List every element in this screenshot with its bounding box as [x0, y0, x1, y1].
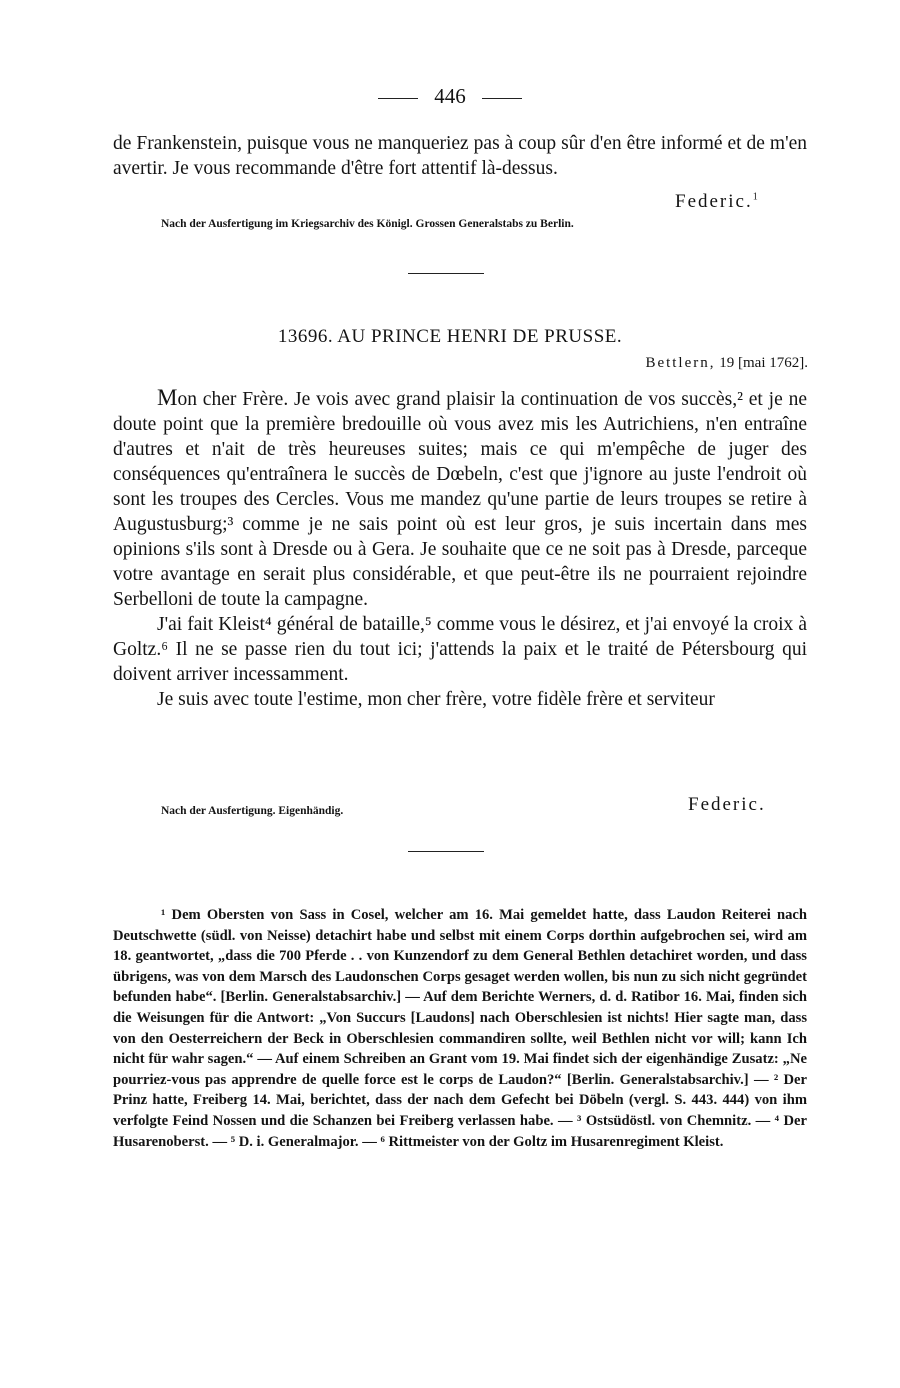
letter-paragraph: Mon cher Frère. Je vois avec grand plaisir la continuation de vos succès,² et je ne doute point que la première bredouille où vous avez mis les Autrichiens, n'en entraîne d'autres et n'ait de très heureuses suites; mais ce qui m'empêche de juger des conséquences qu'entraînera le succès de Dœbeln, c'est que j'ignore au juste l'endroit où sont les troupes des Cercles. Vous me mandez qu'une partie de leurs troupes se retire à Augustusburg;³ comme je ne sais point où est leur gros, je suis incertain dans mes opinions s'ils sont à Dresde ou à Gera. Je souhaite que ce ne soit pas à Dresde, parceque votre avantage en serait plus considérable, et que peut-être ils ne pourraient rejoindre Serbelloni de toute la campagne.: [113, 385, 807, 610]
footnotes: ¹ Dem Obersten von Sass in Cosel, welcher am 16. Mai gemeldet hatte, dass Laudon Reiterei nach Deutschwette (südl. von Neisse) detachirt habe und selbst mit einem Corps dorthin aufgebrochen sei, wird am 18. geantwortet, „dass die 700 Pferde . . von Kunzendorf zu dem General Bethlen detachiret worden, und dass übrigens, was von dem Marsch des Laudonschen Corps gesaget werden wollen, bis nun zu sich nicht gegründet befunden habe“. [Berlin. Generalstabsarchiv.] — Auf dem Berichte Werners, d. d. Ratibor 16. Mai, finden sich die Weisungen für die Antwort: „Von Succurs [Laudons] nach Oberschlesien ist nichts! Hier sagte man, dass von den Oesterreichern der Beck in Oberschlesien commandiren sollte, weil Bethlen nicht vor will; kann Ich nicht für wahr sagen.“ — Auf einem Schreiben an Grant vom 19. Mai findet sich der eigenhändige Zusatz: „Ne pourriez-vous pas apprendre de quelle force est le corps de Laudon?“ [Berlin. Generalstabsarchiv.] — ² Der Prinz hatte, Freiberg 14. Mai, berichtet, dass der nach dem Gefecht bei Döbeln (vergl. S. 443. 444) von ihm verfolgte Feind Nossen und die Schanzen bei Freiberg verlassen habe. — ³ Ostsüdöstl. von Chemnitz. — ⁴ Der Husarenoberst. — ⁵ D. i. Generalmajor. — ⁶ Rittmeister von der Goltz im Husarenregiment Kleist.: [113, 907, 807, 1150]
letter-paragraph: Je suis avec toute l'estime, mon cher frère, votre fidèle frère et serviteur: [157, 689, 715, 710]
letter-date: 19 [mai 1762].: [719, 355, 808, 371]
letter-paragraph: J'ai fait Kleist⁴ général de bataille,⁵ comme vous le désirez, et j'ai envoyé la croix à Goltz.⁶ Il ne se passe rien du tout ici; j'attends la paix et le traité de Pétersbourg qui doivent arriver incessamment.: [113, 614, 807, 685]
section-divider-bottom: [408, 851, 484, 852]
page-number: 446: [434, 84, 466, 108]
section-divider-top: [408, 273, 484, 274]
letter-body: [113, 385, 807, 712]
letter-place: Bettlern,: [645, 355, 716, 371]
previous-letter-text: de Frankenstein, puisque vous ne manqueriez pas à coup sûr d'en être informé et de m'en avertir. Je vous recommande d'être fort attentif là-dessus.: [113, 133, 807, 179]
previous-letter-source: Nach der Ausfertigung im Kriegsarchiv des Königl. Grossen Generalstabs zu Berlin.: [161, 218, 574, 230]
letter-place-date: [645, 355, 808, 372]
letter-title: 13696. AU PRINCE HENRI DE PRUSSE.: [277, 326, 623, 347]
previous-letter-signature: Federic.$^1$: [675, 191, 760, 212]
letter-source: Nach der Ausfertigung. Eigenhändig.: [161, 805, 344, 817]
letter-signature: Federic.: [688, 794, 766, 815]
page-header: [0, 84, 900, 109]
header-dash-left: [378, 98, 418, 99]
footnote-marker: 1: [752, 191, 760, 203]
header-dash-right: [482, 98, 522, 99]
previous-letter-ending: [113, 131, 807, 181]
